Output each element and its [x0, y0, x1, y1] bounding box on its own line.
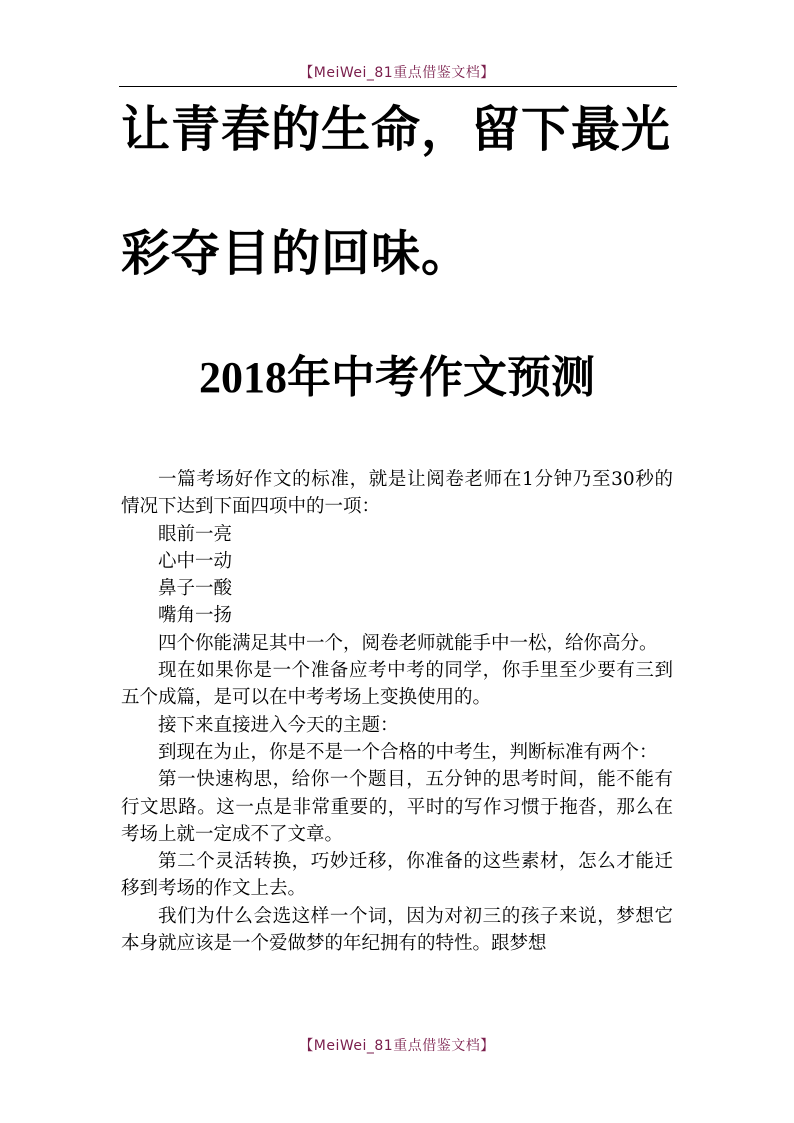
body-paragraph: 鼻子一酸: [158, 578, 233, 600]
body-paragraph: 我们为什么会选这样一个词，因为对初三的孩子来说，梦想它本身就应该是一个爱做梦的年纪拥有的特性。跟梦想: [121, 905, 673, 955]
body-paragraph: 现在如果你是一个准备应考中考的同学，你手里至少要有三到五个成篇，是可以在中考考场上变换使用的。: [121, 660, 673, 709]
body-paragraph: 眼前一亮: [158, 523, 233, 545]
body-paragraph: 第二个灵活转换，巧妙迁移，你准备的这些素材，怎么才能迁移到考场的作文上去。: [121, 851, 673, 900]
document-body: [121, 466, 673, 957]
lead-heading-line-1: 让青春的生命，留下最光: [121, 101, 672, 158]
body-paragraph: 四个你能满足其中一个，阅卷老师就能手中一松，给你高分。: [158, 632, 658, 654]
document-title: 2018年中考作文预测: [199, 353, 595, 402]
body-paragraph: 心中一动: [158, 550, 233, 572]
header-watermark-tag: 【MeiWei_81重点借鉴文档】: [299, 65, 495, 81]
body-paragraph: 嘴角一扬: [158, 605, 233, 627]
body-paragraph: 一篇考场好作文的标准，就是让阅卷老师在1分钟乃至30秒的情况下达到下面四项中的一项：: [121, 469, 673, 518]
header-divider: [119, 86, 677, 87]
footer-watermark-tag: 【MeiWei_81重点借鉴文档】: [299, 1038, 495, 1054]
body-paragraph: 接下来直接进入今天的主题：: [158, 714, 399, 736]
body-paragraph: 第一快速构思，给你一个题目，五分钟的思考时间，能不能有行文思路。这一点是非常重要的，平时的写作习惯于拖沓，那么在考场上就一定成不了文章。: [121, 769, 673, 845]
lead-heading-line-2: 彩夺目的回味。: [121, 225, 472, 282]
body-paragraph: 到现在为止，你是不是一个合格的中考生，判断标准有两个：: [158, 741, 658, 763]
